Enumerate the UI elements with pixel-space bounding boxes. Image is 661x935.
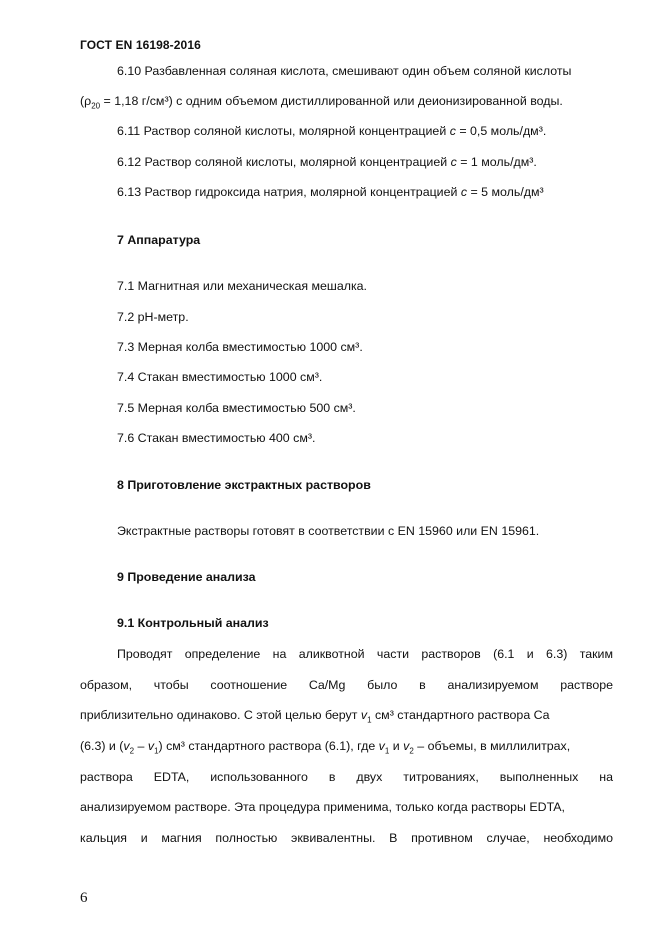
para-6-13: 6.13 Раствор гидроксида натрия, молярной концентрацией c = 5 моль/дм³ (117, 185, 544, 199)
body-line: приблизительно одинаково. С этой целью берут $v_1$ см³ стандартного раствора Ca (80, 708, 550, 725)
section-8-text: Экстрактные растворы готовят в соответствии с EN 15960 или EN 15961. (117, 524, 540, 538)
list-item: 7.6 Стакан вместимостью 400 см³. (117, 431, 316, 445)
para-6-12: 6.12 Раствор соляной кислоты, молярной концентрацией c = 1 моль/дм³. (117, 155, 537, 169)
list-item: 7.3 Мерная колба вместимостью 1000 см³. (117, 340, 363, 354)
para-6-10-line1: 6.10 Разбавленная соляная кислота, смешивают один объем соляной кислоты (117, 64, 572, 78)
para-6-10-line2: ($\rho_{20} = 1,18$ г/см³) с одним объемом дистиллированной или деионизированной воды. (80, 94, 563, 111)
section-9-heading: 9 Проведение анализа (117, 570, 256, 584)
body-line: анализируемом растворе. Эта процедура применима, только когда растворы EDTA, (80, 800, 565, 814)
list-item: 7.2 pH-метр. (117, 310, 189, 324)
section-8-heading: 8 Приготовление экстрактных растворов (117, 478, 371, 492)
list-item: 7.5 Мерная колба вместимостью 500 см³. (117, 401, 356, 415)
para-6-11: 6.11 Раствор соляной кислоты, молярной концентрацией c = 0,5 моль/дм³. (117, 124, 547, 138)
list-item: 7.4 Стакан вместимостью 1000 см³. (117, 370, 323, 384)
section-9-1-heading: 9.1 Контрольный анализ (117, 616, 269, 630)
section-7-heading: 7 Аппаратура (117, 233, 201, 247)
list-item: 7.1 Магнитная или механическая мешалка. (117, 279, 368, 293)
body-line: раствора EDTA, использованного в двух титрованиях, выполненных на (80, 770, 613, 784)
body-line: образом, чтобы соотношение Ca/Mg было в анализируемом растворе (80, 678, 613, 692)
page-number: 6 (80, 890, 88, 906)
body-line: кальция и магния полностью эквивалентны. В противном случае, необходимо (80, 831, 613, 845)
body-line: (6.3) и $(v_2 - v_1)$ см³ стандартного раствора (6.1), где $v_1$ и $v_2$ – объемы, в миллилитрах, (80, 739, 571, 756)
body-line: Проводят определение на аликвотной части растворов (6.1 и 6.3) таким (117, 647, 613, 661)
standard-header: ГОСТ EN 16198-2016 (80, 38, 201, 52)
